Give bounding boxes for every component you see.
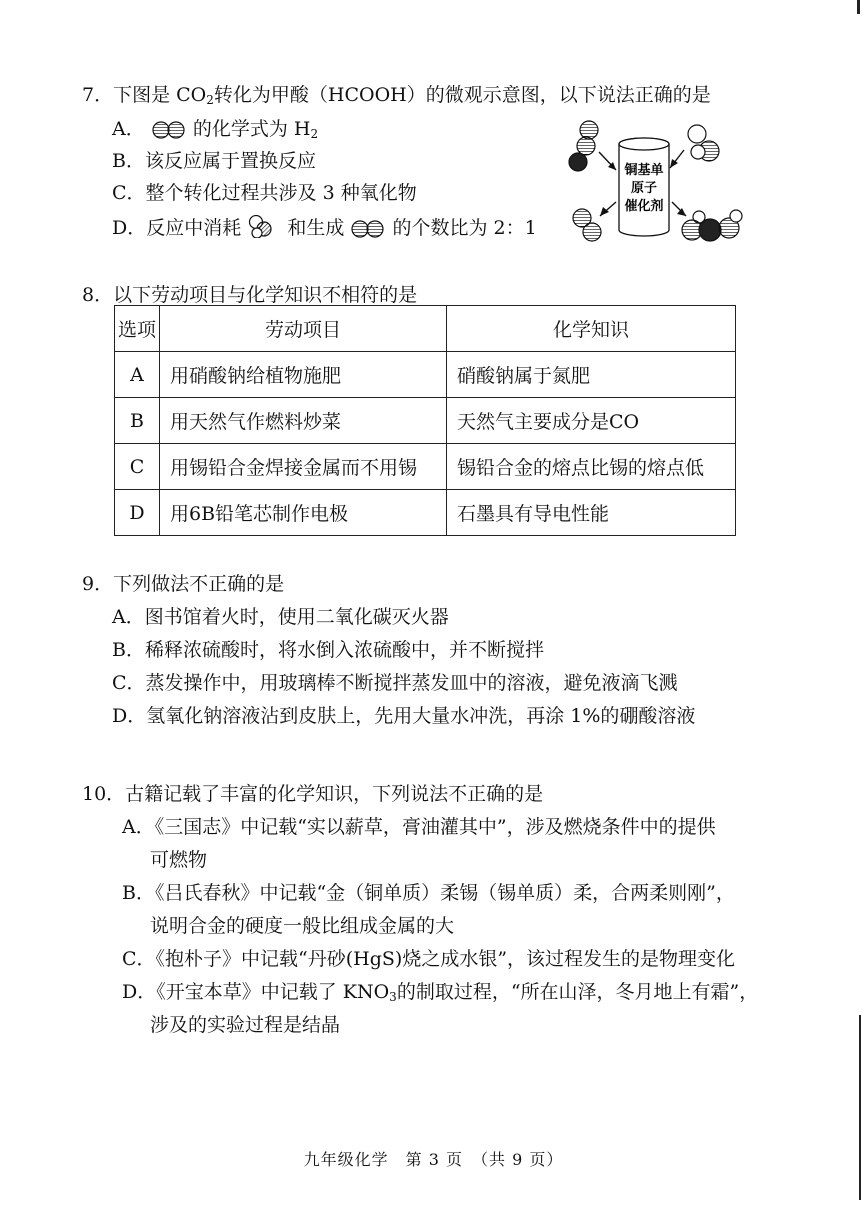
q10-option-a-cont: 可燃物: [150, 849, 208, 871]
table-cell: 天然气主要成分是CO: [447, 398, 736, 444]
q7-option-b: B．该反应属于置换反应: [112, 150, 316, 172]
h2-molecule-icon: [688, 125, 719, 161]
table-cell: 石墨具有导电性能: [447, 490, 736, 536]
table-cell: C: [115, 444, 160, 490]
table-row: [115, 352, 736, 398]
table-row: [115, 398, 736, 444]
scan-edge-mark: [857, 0, 860, 14]
table-header-cell: 选项: [115, 306, 160, 352]
table-cell: B: [115, 398, 160, 444]
table-header-cell: 化学知识: [447, 306, 736, 352]
table-cell: 锡铅合金的熔点比锡的熔点低: [447, 444, 736, 490]
h2-molecule-icon: [350, 220, 386, 238]
co2-molecule-icon: [569, 121, 598, 171]
table-cell: D: [115, 490, 160, 536]
svg-text:原子: 原子: [630, 181, 658, 196]
table-header-cell: 劳动项目: [160, 306, 447, 352]
co2-molecule-icon: [247, 214, 281, 238]
table-cell: 硝酸钠属于氮肥: [447, 352, 736, 398]
q9-stem: 9．下列做法不正确的是: [82, 573, 285, 595]
q10-option-c: C．《抱朴子》中记载“丹砂(HgS)烧之成水银”，该过程发生的是物理变化: [122, 948, 736, 970]
q9-option-d: D．氢氧化钠溶液沾到皮肤上，先用大量水冲洗，再涂 1%的硼酸溶液: [112, 705, 696, 727]
q10-option-b: B．《吕氏春秋》中记载“金（铜单质）柔锡（锡单质）柔，合两柔则刚”，: [122, 882, 735, 904]
q8-table: [114, 305, 736, 536]
h2-molecule-icon: [151, 121, 187, 139]
table-header-row: [115, 306, 736, 352]
q7-stem: 7．下图是 $CO_2$转化为甲酸（HCOOH）的微观示意图，以下说法正确的是: [82, 84, 711, 107]
table-cell: 用硝酸钠给植物施肥: [160, 352, 447, 398]
q8-stem: 8．以下劳动项目与化学知识不相符的是: [82, 284, 418, 306]
table-cell: 用天然气作燃料炒菜: [160, 398, 447, 444]
reaction-diagram: [564, 112, 744, 247]
scan-edge-mark: [859, 1015, 861, 1200]
table-row: [115, 444, 736, 490]
q10-option-d-cont: 涉及的实验过程是结晶: [150, 1014, 341, 1036]
page-footer: 九年级化学 第 3 页 （共 9 页）: [303, 1150, 564, 1169]
table-cell: 用锡铅合金焊接金属而不用锡: [160, 444, 447, 490]
q10-stem: 10．古籍记载了丰富的化学知识，下列说法不正确的是: [82, 783, 544, 805]
q9-option-c: C．蒸发操作中，用玻璃棒不断搅拌蒸发皿中的溶液，避免液滴飞溅: [112, 672, 678, 694]
hcooh-molecule-icon: [682, 210, 742, 241]
q7-option-c: C．整个转化过程共涉及 3 种氧化物: [112, 182, 417, 204]
table-cell: A: [115, 352, 160, 398]
table-row: [115, 490, 736, 536]
svg-text:催化剂: 催化剂: [624, 199, 664, 214]
q7-option-d: D．反应中消耗 和生成 的个数比为 2：1: [112, 214, 537, 240]
q7-option-a: A． 的化学式为 $H_2$: [112, 118, 319, 141]
q9-option-a: A．图书馆着火时，使用二氧化碳灭火器: [112, 606, 449, 628]
q10-option-d: D．《开宝本草》中记载了 $KNO_3$的制取过程，“所在山泽，冬月地上有霜”，: [122, 981, 759, 1004]
q10-option-b-cont: 说明合金的硬度一般比组成金属的大: [150, 915, 455, 937]
table-cell: 用6B铅笔芯制作电极: [160, 490, 447, 536]
h2-molecule-icon: [573, 209, 601, 241]
q10-option-a: A．《三国志》中记载“实以薪草，膏油灌其中”，涉及燃烧条件中的提供: [122, 816, 716, 838]
q9-option-b: B．稀释浓硫酸时，将水倒入浓硫酸中，并不断搅拌: [112, 639, 544, 661]
svg-text:铜基单: 铜基单: [624, 163, 664, 178]
